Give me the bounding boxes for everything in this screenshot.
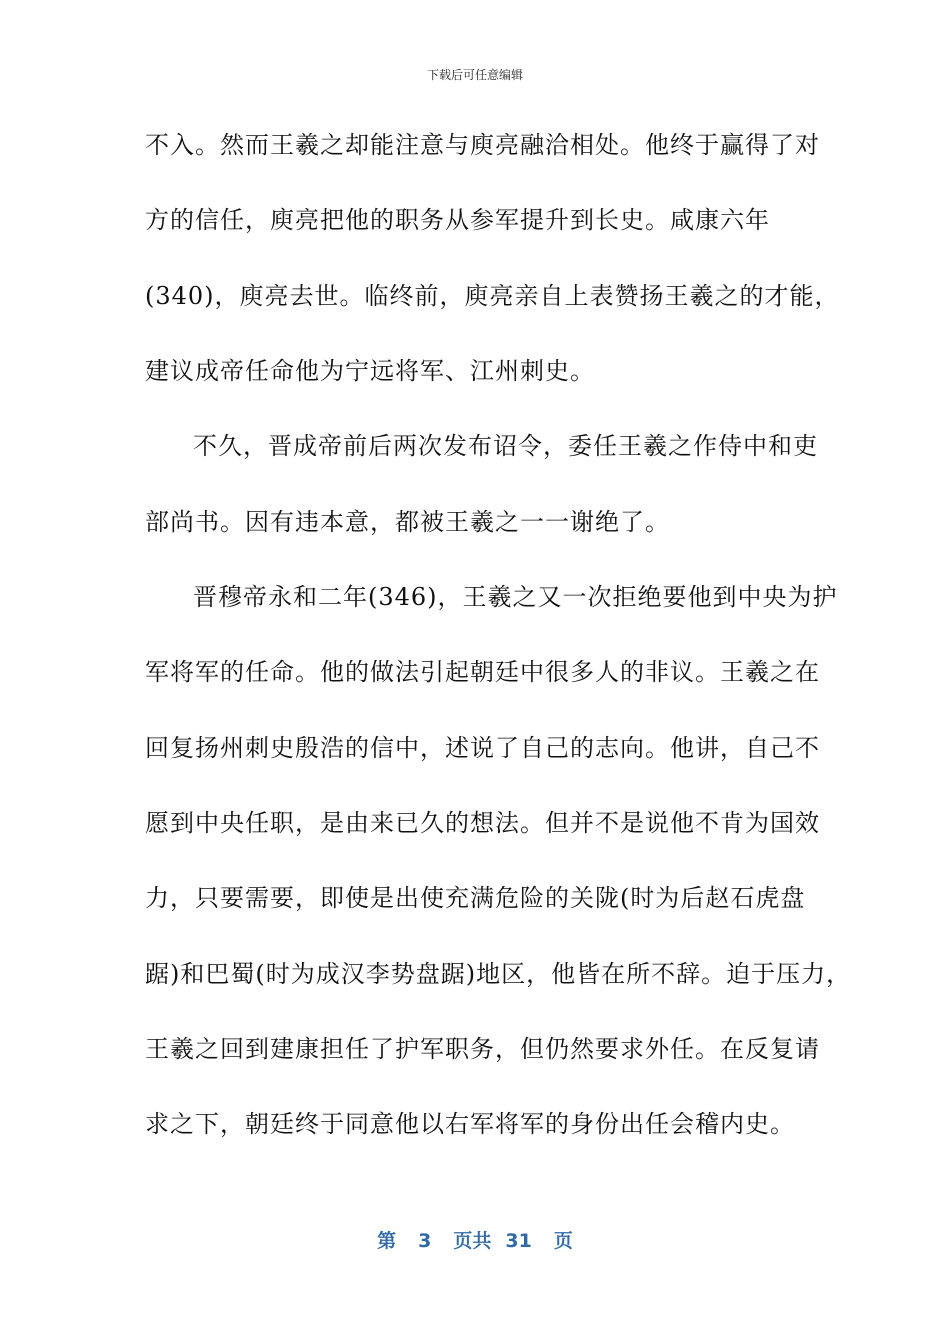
text-line: 军将军的任命。他的做法引起朝廷中很多人的非议。王羲之在 [145, 658, 820, 686]
text-line: 求之下，朝廷终于同意他以右军将军的身份出任会稽内史。 [145, 1110, 795, 1138]
text-line: (340)，庾亮去世。临终前，庾亮亲自上表赞扬王羲之的才能， [145, 282, 840, 310]
text-line: 方的信任，庾亮把他的职务从参军提升到长史。咸康六年 [145, 206, 770, 234]
total-pages-number: 31 [505, 1230, 532, 1252]
footer-prefix: 第 [377, 1230, 397, 1252]
page-header-note: 下载后可任意编辑 [426, 68, 523, 82]
page-footer [0, 1226, 950, 1253]
current-page-number: 3 [418, 1230, 432, 1252]
footer-suffix: 页 [553, 1230, 573, 1252]
text-line: 不入。然而王羲之却能注意与庾亮融洽相处。他终于赢得了对 [145, 131, 820, 159]
text-line: 建议成帝任命他为宁远将军、江州刺史。 [145, 357, 595, 385]
text-line: 愿到中央任职，是由来已久的想法。但并不是说他不肯为国效 [145, 809, 820, 837]
text-line: 力，只要需要，即使是出使充满危险的关陇(时为后赵石虎盘 [145, 884, 806, 912]
text-line: 王羲之回到建康担任了护军职务，但仍然要求外任。在反复请 [145, 1035, 820, 1063]
text-line: 回复扬州刺史殷浩的信中，述说了自己的志向。他讲，自己不 [145, 734, 820, 762]
paragraph-start-line: 不久，晋成帝前后两次发布诏令，委任王羲之作侍中和吏 [193, 432, 818, 460]
text-line: 部尚书。因有违本意，都被王羲之一一谢绝了。 [145, 508, 670, 536]
footer-middle: 页共 [453, 1230, 492, 1252]
paragraph-start-line: 晋穆帝永和二年(346)，王羲之又一次拒绝要他到中央为护 [193, 583, 838, 611]
text-line: 踞)和巴蜀(时为成汉李势盘踞)地区，他皆在所不辞。迫于压力， [145, 960, 852, 988]
